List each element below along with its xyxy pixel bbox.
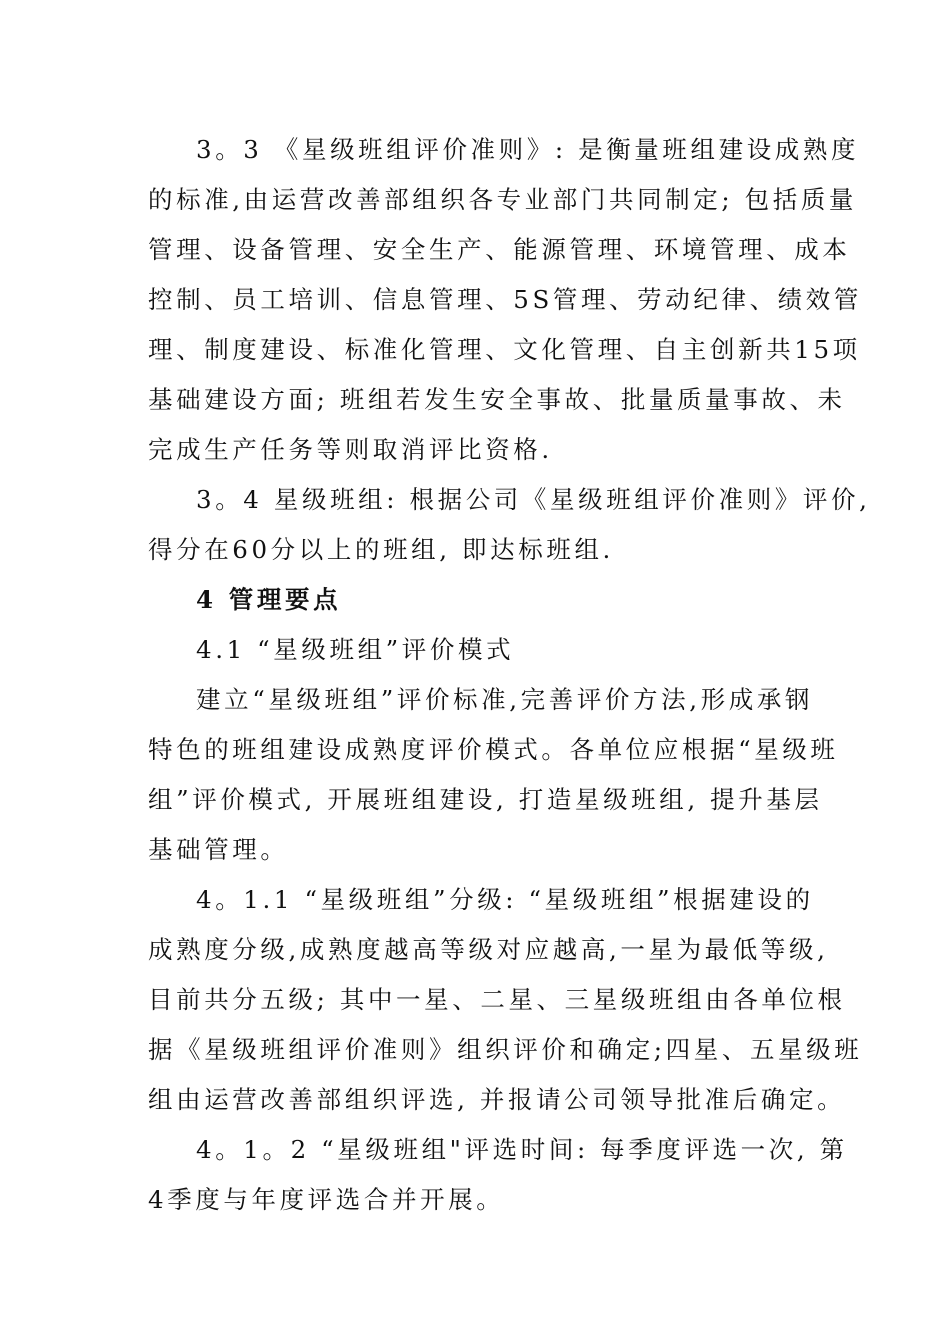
paragraph-3-3-line-1: 3。3 《星级班组评价准则》: 是衡量班组建设成熟度 bbox=[196, 135, 860, 164]
paragraph-3-3-line-5: 理、制度建设、标准化管理、文化管理、自主创新共15项 bbox=[148, 335, 861, 364]
section-heading-4: 4 管理要点 bbox=[196, 585, 342, 614]
paragraph-4-1-line-2: 特色的班组建设成熟度评价模式。各单位应根据“星级班 bbox=[148, 735, 839, 764]
paragraph-4-1-line-3: 组”评价模式, 开展班组建设, 打造星级班组, 提升基层 bbox=[148, 785, 823, 814]
subsection-heading-4-1: 4.1 “星级班组”评价模式 bbox=[196, 635, 515, 664]
paragraph-4-1-line-4: 基础管理。 bbox=[148, 835, 289, 864]
paragraph-3-3-line-3: 管理、设备管理、安全生产、能源管理、环境管理、成本 bbox=[148, 235, 851, 264]
paragraph-4-1-1-line-3: 目前共分五级; 其中一星、二星、三星级班组由各单位根 bbox=[148, 985, 846, 1014]
paragraph-3-3-line-2: 的标准,由运营改善部组织各专业部门共同制定; 包括质量 bbox=[148, 185, 858, 214]
paragraph-3-4-line-1: 3。4 星级班组: 根据公司《星级班组评价准则》评价, bbox=[196, 485, 871, 514]
paragraph-3-3-line-7: 完成生产任务等则取消评比资格. bbox=[148, 435, 553, 464]
paragraph-4-1-line-1: 建立“星级班组”评价标准,完善评价方法,形成承钢 bbox=[196, 685, 814, 714]
paragraph-4-1-1-line-4: 据《星级班组评价准则》组织评价和确定;四星、五星级班 bbox=[148, 1035, 863, 1064]
paragraph-4-1-1-line-2: 成熟度分级,成熟度越高等级对应越高,一星为最低等级, bbox=[148, 935, 829, 964]
paragraph-3-4-line-2: 得分在60分以上的班组, 即达标班组. bbox=[148, 535, 614, 564]
paragraph-4-1-2-line-2: 4季度与年度评选合并开展。 bbox=[148, 1185, 505, 1214]
paragraph-4-1-2-line-1: 4。1。2 “星级班组"评选时间: 每季度评选一次, 第 bbox=[196, 1135, 848, 1164]
paragraph-4-1-1-line-1: 4。1.1 “星级班组”分级: “星级班组”根据建设的 bbox=[196, 885, 814, 914]
paragraph-3-3-line-4: 控制、员工培训、信息管理、5S管理、劳动纪律、绩效管 bbox=[148, 285, 862, 314]
paragraph-3-3-line-6: 基础建设方面; 班组若发生安全事故、批量质量事故、未 bbox=[148, 385, 846, 414]
paragraph-4-1-1-line-5: 组由运营改善部组织评选, 并报请公司领导批准后确定。 bbox=[148, 1085, 846, 1114]
